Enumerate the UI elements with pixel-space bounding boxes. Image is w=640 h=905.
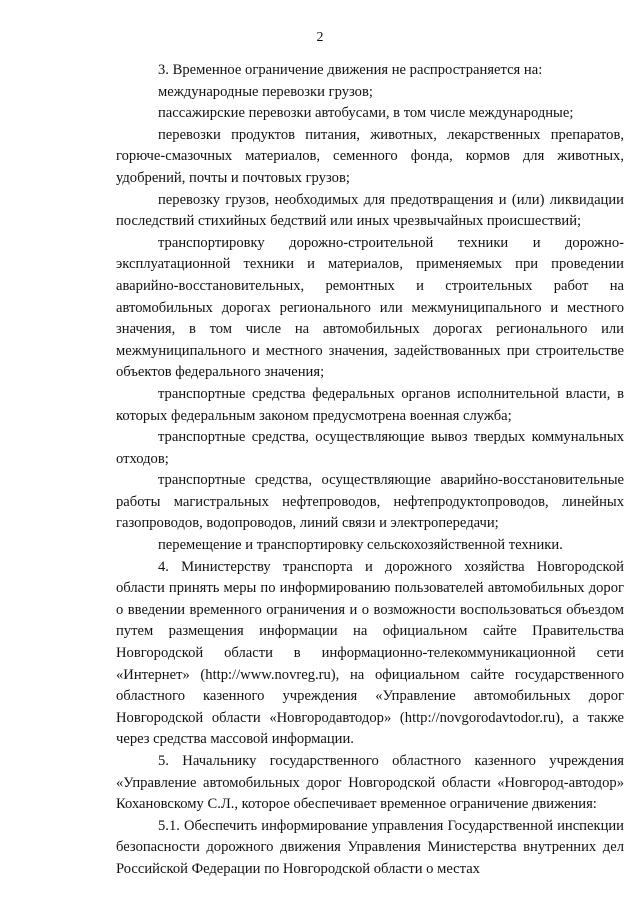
- paragraph-intl-cargo: международные перевозки грузов;: [158, 83, 373, 100]
- paragraph-pipeline-repair: транспортные средства, осуществляющие аварийно-восстановительные работы магистральных нефтепроводов, нефтепродуктопроводов, линейных газопроводов, водопроводов, линий связи и электропередачи;: [116, 472, 624, 532]
- paragraph-4-ministry: 4. Министерству транспорта и дорожного хозяйства Новгородской области принять меры по информированию пользователей автомобильных дорог о введении временного ограничения и о возможности воспользоваться объездом путем размещения информации на официальном сайте Правительства Новгородской области в информационно-телекоммуникационной сети «Интернет» (http://www.novreg.ru), на официальном сайте государственного областного казенного учреждения «Управление автомобильных дорог Новгородской области «Новгородавтодор» (http://novgorodavtodor.ru), а также через средства массовой информации.: [116, 558, 624, 748]
- paragraph-waste-removal: транспортные средства, осуществляющие вывоз твердых коммунальных отходов;: [116, 429, 624, 467]
- paragraph-road-machinery: транспортировку дорожно-строительной техники и дорожно-эксплуатационной техники и материалов, применяемых при проведении аварийно-восстановительных, ремонтных и строительных работ на автомобильных дорогах регионального или межмуниципального и местного значения, в том числе на автомобильных дорогах регионального или межмуниципального и местного значения, задействованных при строительстве объектов федерального значения;: [116, 234, 624, 381]
- paragraph-emergency-cargo: перевозку грузов, необходимых для предотвращения и (или) ликвидации последствий стихийных бедствий или иных чрезвычайных происшествий;: [116, 191, 624, 230]
- paragraph-3-heading: 3. Временное ограничение движения не распространяется на:: [158, 62, 543, 78]
- paragraph-5-1: 5.1. Обеспечить информирование управления Государственной инспекции безопасности дорожного движения Управления Министерства внутренних дел Российской Федерации по Новгородской области о местах: [116, 817, 624, 877]
- document-body: [116, 60, 624, 881]
- paragraph-food-transport: перевозки продуктов питания, животных, лекарственных препаратов, горюче-смазочных материалов, семенного фонда, кормов для животных, удобрений, почты и почтовых грузов;: [116, 126, 624, 186]
- paragraph-bus-transport: пассажирские перевозки автобусами, в том числе международные;: [158, 105, 574, 122]
- paragraph-federal-vehicles: транспортные средства федеральных органов исполнительной власти, в которых федеральным законом предусмотрена военная служба;: [116, 385, 624, 424]
- page-number: 2: [316, 30, 324, 45]
- paragraph-agri-machinery: перемещение и транспортировку сельскохозяйственной техники.: [158, 537, 563, 554]
- paragraph-5-head: 5. Начальнику государственного областного казенного учреждения «Управление автомобильных дорог Новгородской области «Новгород-автодор» Кохановскому С.Л., которое обеспечивает временное ограничение движения:: [116, 753, 624, 813]
